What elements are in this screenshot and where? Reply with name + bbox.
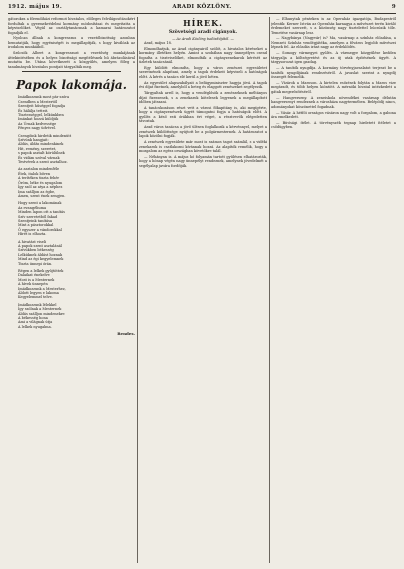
poem-line: Az evangéliuma [18,205,47,210]
paragraph: Elmondhatjuk, az Arad cigányairól szólót, a hivatalos kéréseket a kormány illetékes helyén. Amint a szobában nagy ünnepélyes csend fogadta a tisztviselőket, elmondták a cigányzenekarok kérését az üzletek tanácsánál. [139,46,267,65]
poem-line: Ima szálljon az égbe, [18,189,56,194]
poem-line: Áldott legyen e lakoma [18,291,59,296]
poem-line: Régen a lelkek gyűjtöttek [18,269,64,274]
poem-line: A lelkek nyugalma. [18,324,52,329]
poem-line: Hogy szent a lakomának [18,201,62,206]
poem-title: Papok lakomája. [16,78,127,93]
poem-line: Imádkozzunk most pár szóra [18,95,70,100]
paragraph: Egy küldött elmondta, hogy a város zenészei egyesületet szeretnének alapítani, amely a tagok érdekeit képviseli a hatóságok előtt. A kérés a tanács elé kerül a jövő héten. [139,65,267,79]
paragraph: — Vízárok a Maroson. A hirtelen esőzések folytán a Maros vize megáradt, és több helyen kiöntött. A mérnöki hivatal intézkedett a gátak megerősítéséről. [271,80,396,94]
header-page-number: 9 [391,4,396,10]
paragraph: — Elhunytak pénteken is az Operaház igazgatója, Budapestről jelentik: Kerner István az Operaház karnagya a művészet terén kiváló érdemeket szerzett, s a közönség nagy tisztelettel búcsúzik tőle. Temetése vasárnap lesz. [271,17,396,35]
paragraph: — Néhányan is. A május hó folyamán tartott gyűlésen elhatározták, hogy a hónap végén nagy ünnepélyt rendeznek, amelynek jövedelmét a segélyalap javára fordítják. [139,154,267,168]
poem-line: Az asztalon mindenféle [18,167,60,172]
column-1 [8,17,135,563]
poem-line: Imánkat hozzá küldjük [18,117,59,122]
poem-line: Dalaikat énekelve [18,273,50,278]
paragraph: Nyolcan állnak a kongresszus a vezetőbizottság azonban bemutatják, hogy egyéniségét is megállapítják, s hogy kiválóak az irodalom munkáiból. [8,36,135,50]
column-divider [137,17,138,563]
paragraph: Szűcsök Albert a kongresszust a vezetőség munkájának áttekintésében és a helyes bizottsági megítélésnek hű ábrázolásával mutatta be. Utána következett a közgyűlés, amelyen főleg a tanulmányok hivatalos pontjait tárgyalták meg. [8,51,135,69]
poem-line: Hírét is elhozta. [18,232,47,237]
paragraph: gátorokra a főrendiházi reformot hivatalos, előleges felvilágosításokért fordultak a gyermekvédelmi kormány módosításai és megvitatta a képviselőket. Végül az osztálytanácsnak a kamarai határozatot fogadják el. [8,17,135,35]
poem-line: Az Úrnak kedvessége [18,121,57,126]
poem-line: Mint a pásztorokkal [18,223,54,228]
poem-line: Hit, remény, szeretet, [18,146,57,151]
header-date: 1912. május 19. [8,4,63,10]
poem-line: Öröm, béke és nyugalom [18,180,63,185]
article-headline: Szövetségi aradi cigányok. [168,30,238,35]
poem-line: Szívünk hangjait: [18,138,49,143]
poem-line: Áldás, áldás mindenkinek [18,142,64,147]
poem-line: Csendben a Mestertől [18,99,58,104]
poem-line: Szívükben békesség [18,248,54,253]
header-masthead: ARADI KÖZLÖNY. [172,4,232,10]
poem-line: És hálálja tetteit. [18,108,49,113]
poem-line: És vidám szóval várnak [18,155,60,160]
poem-line: Így szólnak a Mesternek [18,307,62,312]
poem-line: Áldás szálljon mindenekre [18,311,65,316]
poem-line: Tiszta ünnepi órán. [18,261,53,266]
article-dateline: Arad, május 18. [144,40,172,45]
page-header [8,4,396,13]
section-title: HÍREK. [183,18,223,28]
paragraph: A tanácskozáson részt vett a városi főkapitány is, aki megígérte, hogy a cigányzenészek ügyét támogatni fogja a hatóságok előtt. A gyűlés a késő esti órákban ért véget, a résztvevők elégedetten távoztak. [139,105,267,124]
poem-line: Szentjeit hűséggel fogadja [18,104,66,109]
header-rule [8,13,396,14]
poem-line: A terítéken tiszta fehér [18,176,60,181]
poem-line: Étek, italok bőven [18,171,51,176]
poem-line: Most is a Mesternek [18,277,55,282]
poem-line: Lelküknek áldást hoznak [18,252,63,257]
poem-line: s papok asztalt körülülnek [18,151,65,156]
column-2 [139,17,267,563]
poem-line: A papok szent asztalánál [18,243,62,248]
poem-line: A békesség hona [18,316,48,321]
poem-line: Kegyelemmel telve. [18,295,53,300]
poem-line: Testvérek a szent asztalhoz. [18,160,68,165]
paragraph: — A tanítók nyugdíja. A kormány törvényjavaslatot terjeszt be a tanítók nyugdíjának rendezéséről. A javaslat szerint a nyugdíj összegét felemelik. [271,66,396,80]
paragraph: Tárgyaltak arról is, hogy a vendéglősök a zenészeknek méltányos díjat fizessenek, s a zenekarok kötelesek legyenek a megállapított időben játszani. [139,91,267,105]
paragraph: — Bírósági ítélet. A törvényszék tegnap hirdetett ítéletet a csődügyben. [271,120,396,130]
section-divider [22,71,121,72]
poem-line: Fényes nagy üdvével. [18,126,57,131]
paragraph: Az egyesület alapszabályait a belügyminiszter hagyja jóvá. A tagok évi díjat fizetnek, amelyből a beteg és elaggott zenészeket segélyezik. [139,80,267,90]
poem-line: Így szól az atya a néphez [18,185,63,190]
poem-line: Szív szeretetből fakad [18,214,58,219]
poem-line: Mind az égi kegyelemnek [18,257,64,262]
poem-line: Ámen, szent ének zengjen. [18,193,66,198]
paragraph: — Somogy vármegyei gyűlés. A vármegye közgyűlése kedden tárgyalja a költségvetést és az új utak építésének ügyét. A tárgysorozat igen gazdag. [271,51,396,65]
poem-line: Imádkozzunk a Mesterhez, [18,286,66,291]
poem-signature: Rendes. [117,331,135,337]
paragraph: A zenészek egyesülete már most is számos tagot számlál, s a vidéki zenekarok is csatlakozni kívánnak hozzá. Az alapítók remélik, hogy a mozgalom az egész országban követőkre talál. [139,140,267,154]
poem-line: Ő egyszer a vándorokkal [18,227,62,232]
poem [18,95,135,329]
poem-line: Minden lapon ott a tanítás [18,210,65,215]
column-3 [271,17,396,563]
article-subline: — Az Aradi Közlöny tudósítójától. — [172,36,234,41]
poem-line: A hívek ünnepén [18,282,48,287]
poem-line: Ami a világnak útja [18,320,53,325]
poem-line: A hivatást viseli [18,239,47,244]
column-divider [269,17,270,563]
paragraph: Arad város tanácsa a jövő ülésen foglalkozik a kérvénnyel, melyet a zenészek küldöttsége nyújtott be a polgármesternek. A határozatot a lapok közölni fogják. [139,125,267,139]
paragraph: — Hangverseny. A zeneiskola növendékei vasárnap délután hangversenyt rendeznek a városháza nagytermében. Belépődíj nincs, adományokat köszönettel fogadnak. [271,95,396,109]
poem-line: Csengőink hirdetik mindenütt [18,133,72,138]
poem-line: Imádkozzunk lélekkel [18,302,57,307]
paragraph: — Nagybánya (Nagyvár) is? Ma, vasárnap a színház előadása, a Nemzeti Színház vendégjátéka, amelyen a főváros legjobb művészei lépnek fel. Az előadás iránt nagy az érdeklődés. [271,36,396,50]
poem-line: Tisztességgel, lelkünkben [18,113,64,118]
paragraph: — Vásár. A hétfői országos vásáron nagy volt a forgalom, a gabona ára emelkedett. [271,110,396,120]
poem-line: Szentjeink tanítása [18,218,52,223]
